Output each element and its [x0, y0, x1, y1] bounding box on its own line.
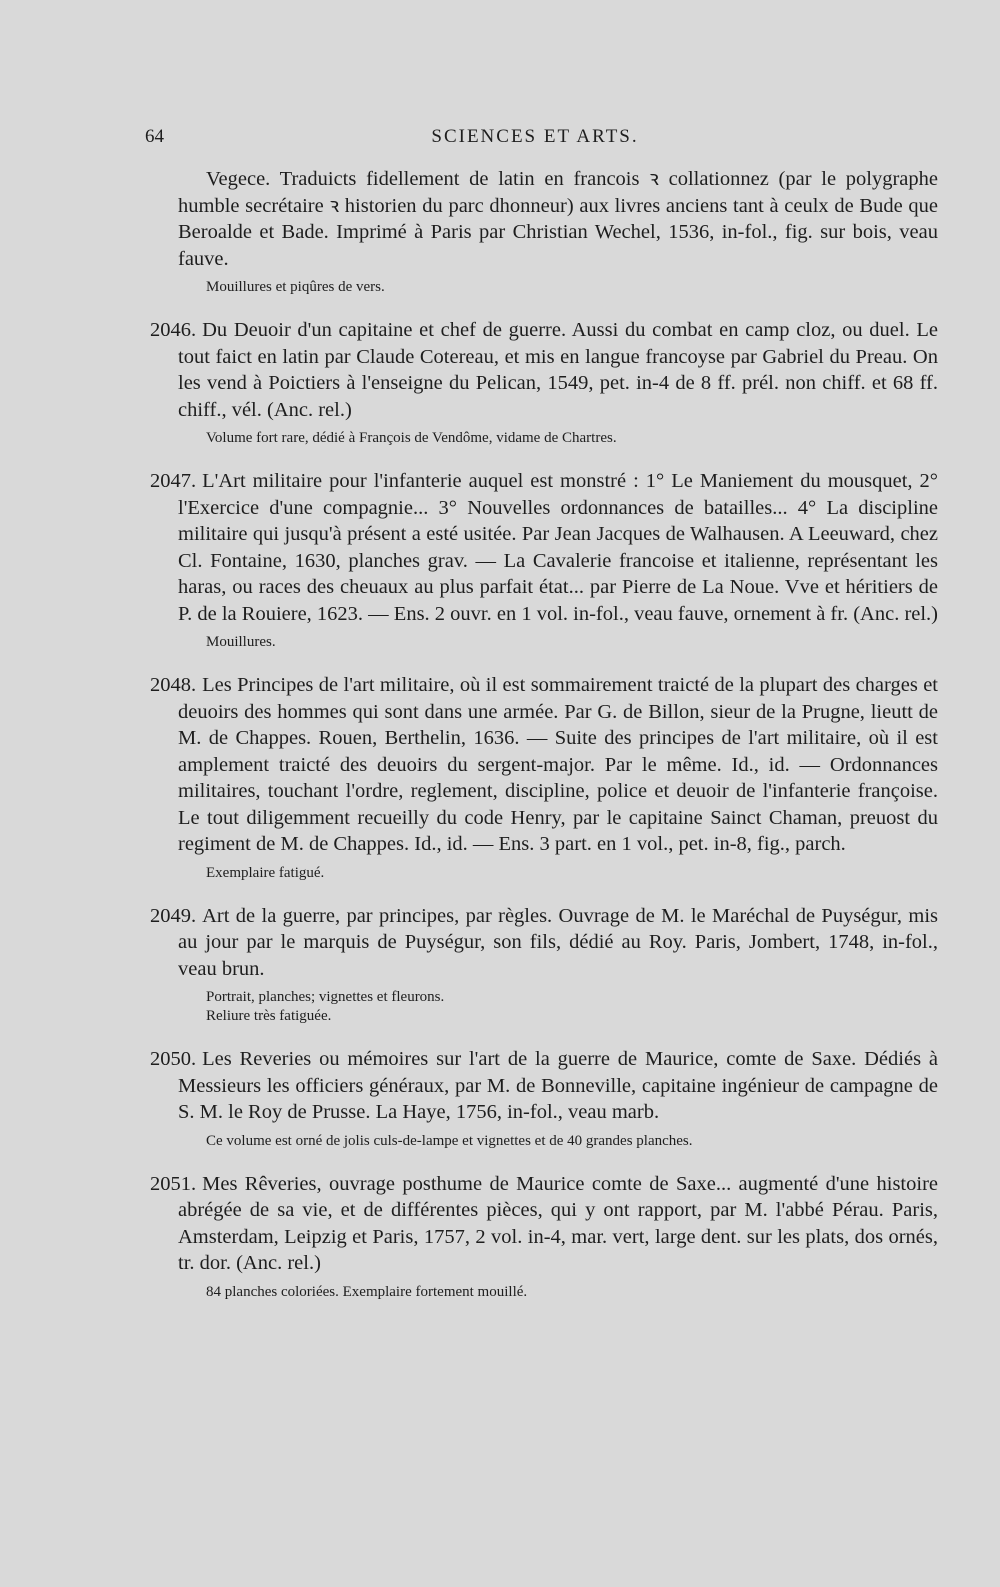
catalog-entries [150, 166, 939, 1302]
catalog-entry [150, 903, 938, 1027]
catalog-entry [150, 317, 938, 448]
entry-number: 2050. [150, 1048, 197, 1070]
entry-note: Volume fort rare, dédié à François de Vendôme, vidame de Chartres. [206, 430, 617, 446]
entry-number: 2051. [150, 1172, 197, 1195]
page-number: 64 [145, 126, 164, 147]
entry-note: 84 planches coloriées. Exemplaire fortement mouillé. [206, 1283, 528, 1300]
entry-note: Portrait, planches; vignettes et fleurons. [206, 989, 445, 1005]
entry-number: 2049. [150, 904, 197, 927]
entry-text: Art de la guerre, par principes, par règles. Ouvrage de M. le Maréchal de Puységur, mis au jour par le marquis de Puységur, son fils, dédié au Roy. Paris, Jombert, 1748, in-fol., veau brun. [178, 904, 938, 980]
entry-text: Les Principes de l'art militaire, où il est sommairement traicté de la plupart des charges et deuoirs des hommes qui sont dans une armée. Par G. de Billon, sieur de la Prugne, lieutt de M. de Chappes. Rouen, Berthelin, 1636. — Suite des principes de l'art militaire, où il est amplement traicté des deuoirs du sergent-major. Par le même. Id., id. — Ordonnances militaires, touchant l'ordre, reglement, discipline, police et deuoir de l'infanterie françoise. Le tout diligemment recueilly du code Henry, par le capitaine Sainct Chaman, preuost du regiment de M. de Chappes. Id., id. — Ens. 3 part. en 1 vol., pet. in-8, fig., parch. [178, 674, 938, 855]
entry-number: 2046. [150, 319, 197, 341]
entry-number: 2048. [150, 674, 197, 696]
entry-text: Vegece. Traduicts fidellement de latin en francois ꝛ collationnez (par le polygraphe humble secrétaire ꝛ historien du parc dhonneur) aux livres anciens tant à ceulx de Bude que Beroalde et Bade. Imprimé à Paris par Christian Wechel, 1536, in-fol., fig. sur bois, veau fauve. [178, 168, 938, 270]
entry-number: 2047. [150, 470, 197, 492]
entry-note: Mouillures. [206, 634, 276, 650]
entry-text: Du Deuoir d'un capitaine et chef de guerre. Aussi du combat en camp cloz, ou duel. Le tout faict en latin par Claude Cotereau, et mis en langue francoyse par Gabriel du Preau. On les vend à Poictiers à l'enseigne du Pelican, 1549, pet. in-4 de 8 ff. prél. non chiff. et 68 ff. chiff., vél. (Anc. rel.) [178, 319, 938, 421]
catalog-entry [178, 166, 938, 297]
catalog-entry [150, 468, 939, 652]
entry-note: Mouillures et piqûres de vers. [206, 279, 385, 295]
catalog-entry [150, 672, 938, 883]
catalog-entry [150, 1046, 938, 1151]
entry-text: Mes Rêveries, ouvrage posthume de Maurice comte de Saxe... augmenté d'une histoire abrégée de sa vie, et de différentes pièces, qui y ont rapport, par M. l'abbé Pérau. Paris, Amsterdam, Leipzig et Paris, 1757, 2 vol. in-4, mar. vert, large dent. sur les plats, dos ornés, tr. dor. (Anc. rel.) [178, 1172, 938, 1274]
page-header [145, 126, 925, 156]
entry-note: Reliure très fatiguée. [206, 1008, 332, 1024]
catalog-entry [150, 1171, 938, 1302]
entry-text: L'Art militaire pour l'infanterie auquel est monstré : 1° Le Maniement du mousquet, 2° l'Exercice d'une compagnie... 3° Nouvelles ordonnances de batailles... 4° La discipline militaire qui jusqu'à présent a esté usitée. Par Jean Jacques de Walhausen. A Leeuward, chez Cl. Fontaine, 1630, planches grav. — La Cavalerie francoise et italienne, représentant les haras, ou races des cheuaux au plus parfait état... par Pierre de La Noue. Vve et héritiers de P. de la Rouiere, 1623. — Ens. 2 ouvr. en 1 vol. in-fol., veau fauve, ornement à fr. (Anc. rel.) [178, 470, 939, 625]
entry-text: Les Reveries ou mémoires sur l'art de la guerre de Maurice, comte de Saxe. Dédiés à Messieurs les officiers généraux, par M. de Bonneville, capitaine ingénieur de campagne de S. M. le Roy de Prusse. La Haye, 1756, in-fol., veau marb. [178, 1048, 938, 1123]
entry-note: Exemplaire fatigué. [206, 864, 325, 881]
entry-note: Ce volume est orné de jolis culs-de-lampe et vignettes et de 40 grandes planches. [206, 1132, 693, 1149]
running-title: SCIENCES ET ARTS. [431, 126, 639, 147]
